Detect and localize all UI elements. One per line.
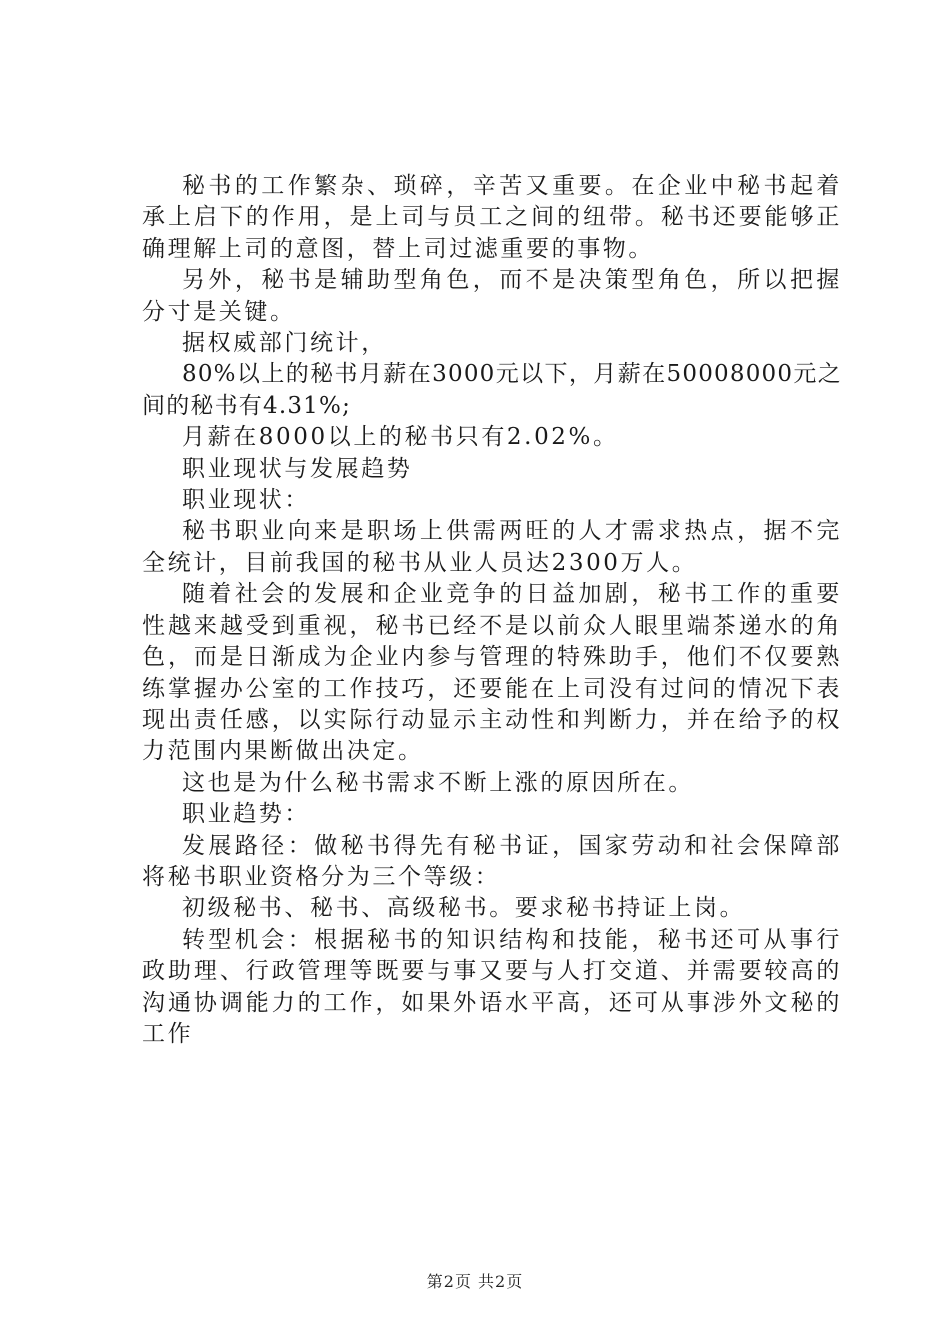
paragraph-5: 月薪在8000以上的秘书只有2.02%。	[182, 424, 619, 451]
section-heading-status-trend: 职业现状与发展趋势	[182, 455, 413, 482]
paragraph-2: 另外，秘书是辅助型角色，而不是决策型角色，所以把握分寸是关键。	[142, 267, 842, 325]
paragraph-9: 随着社会的发展和企业竞争的日益加剧，秘书工作的重要性越来越受到重视，秘书已经不是以前众人眼里端茶递水的角色，而是日渐成为企业内参与管理的特殊助手，他们不仅要熟练掌握办公室的工作技巧，还要能在上司没有过问的情况下表现出责任感，以实际行动显示主动性和判断力，并在给予的权力范围内果断做出决定。	[142, 581, 842, 765]
document-body	[142, 171, 842, 1050]
subheading-status: 职业现状：	[182, 487, 310, 514]
paragraph-8: 秘书职业向来是职场上供需两旺的人才需求热点，据不完全统计，目前我国的秘书从业人员达2300万人。	[142, 518, 842, 576]
paragraph-1: 秘书的工作繁杂、琐碎，辛苦又重要。在企业中秘书起着承上启下的作用，是上司与员工之间的纽带。秘书还要能够正确理解上司的意图，替上司过滤重要的事物。	[142, 173, 842, 262]
paragraph-14: 转型机会：根据秘书的知识结构和技能，秘书还可从事行政助理、行政管理等既要与事又要与人打交道、并需要较高的沟通协调能力的工作，如果外语水平高，还可从事涉外文秘的工作	[142, 926, 842, 1047]
paragraph-10: 这也是为什么秘书需求不断上涨的原因所在。	[182, 769, 694, 796]
subheading-trend: 职业趋势：	[182, 801, 310, 828]
paragraph-13: 初级秘书、秘书、高级秘书。要求秘书持证上岗。	[182, 895, 746, 922]
page-footer: 第2页 共2页	[426, 1272, 524, 1291]
paragraph-12: 发展路径：做秘书得先有秘书证，国家劳动和社会保障部将秘书职业资格分为三个等级：	[142, 832, 842, 890]
paragraph-3: 据权威部门统计，	[182, 330, 387, 357]
paragraph-4: 80%以上的秘书月薪在3000元以下，月薪在50008000元之间的秘书有4.31%;	[142, 361, 842, 419]
